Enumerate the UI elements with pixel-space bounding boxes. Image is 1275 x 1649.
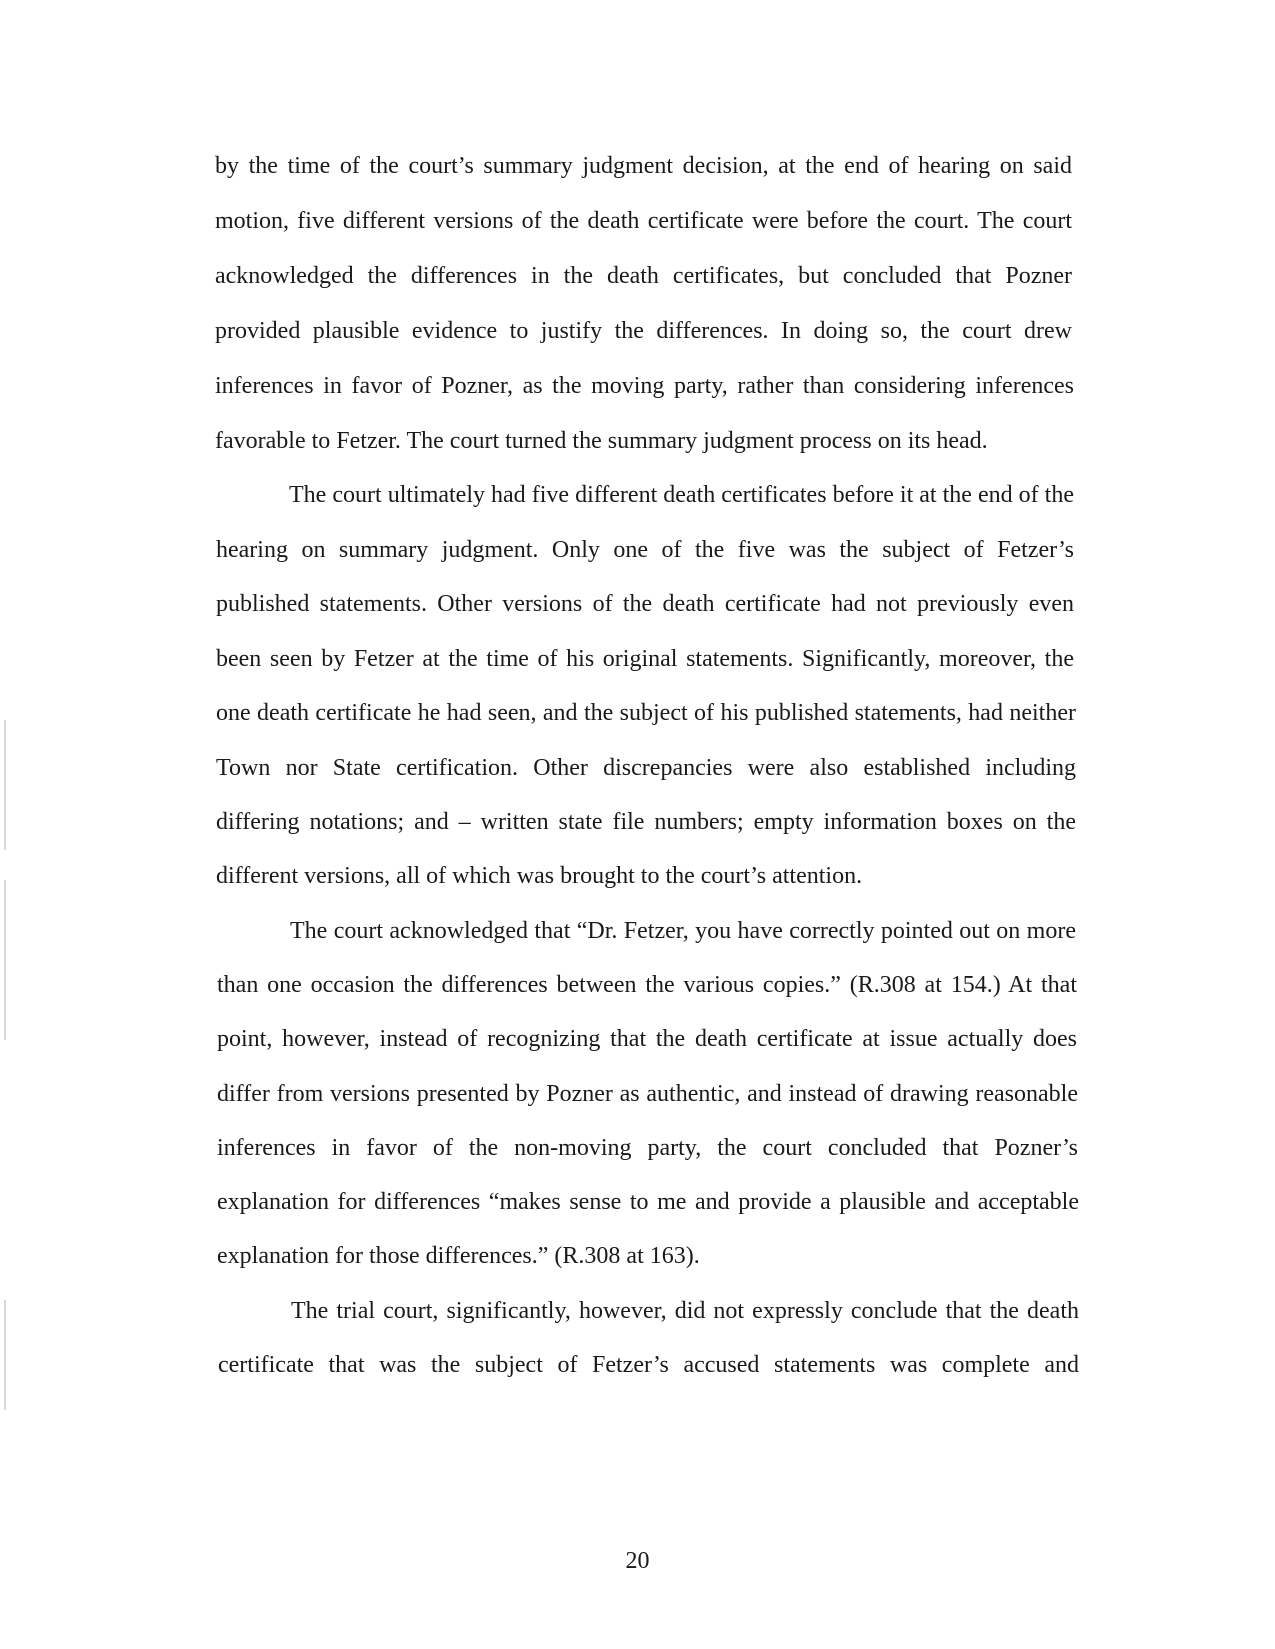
text-line: inferences in favor of the non-moving party, the court concluded that Pozner’s — [217, 1135, 1078, 1161]
text-line: The trial court, significantly, however, did not expressly conclude that the death — [291, 1298, 1079, 1324]
scan-artifact — [4, 1300, 6, 1410]
text-line: than one occasion the differences between the various copies.” (R.308 at 154.) At that — [217, 972, 1077, 998]
text-line: differing notations; and – written state file numbers; empty information boxes on the — [216, 809, 1076, 835]
text-line: explanation for those differences.” (R.308 at 163). — [217, 1243, 700, 1269]
scan-artifact — [4, 720, 6, 850]
text-line: The court ultimately had five different death certificates before it at the end of the — [289, 482, 1074, 508]
text-line: differ from versions presented by Pozner as authentic, and instead of drawing reasonable — [217, 1081, 1078, 1107]
text-line: been seen by Fetzer at the time of his original statements. Significantly, moreover, the — [216, 646, 1074, 672]
text-line: different versions, all of which was brought to the court’s attention. — [216, 863, 863, 889]
page-number: 20 — [625, 1548, 650, 1574]
text-line: by the time of the court’s summary judgment decision, at the end of hearing on said — [215, 153, 1072, 179]
text-line: certificate that was the subject of Fetzer’s accused statements was complete and — [218, 1352, 1079, 1378]
text-line: favorable to Fetzer. The court turned the summary judgment process on its head. — [215, 428, 988, 454]
text-line: hearing on summary judgment. Only one of the five was the subject of Fetzer’s — [216, 537, 1074, 563]
text-line: The court acknowledged that “Dr. Fetzer, you have correctly pointed out on more — [290, 918, 1076, 944]
text-line: provided plausible evidence to justify the differences. In doing so, the court drew — [215, 318, 1072, 344]
text-line: point, however, instead of recognizing that the death certificate at issue actually does — [217, 1026, 1077, 1052]
text-line: Town nor State certification. Other discrepancies were also established including — [216, 755, 1076, 781]
text-line: explanation for differences “makes sense to me and provide a plausible and acceptable — [217, 1189, 1079, 1215]
text-line: motion, five different versions of the death certificate were before the court. The court — [215, 208, 1072, 234]
text-line: published statements. Other versions of the death certificate had not previously even — [216, 591, 1074, 617]
text-line: inferences in favor of Pozner, as the moving party, rather than considering inferences — [215, 373, 1074, 399]
scan-artifact — [4, 880, 6, 1040]
text-line: one death certificate he had seen, and the subject of his published statements, had neither — [216, 700, 1076, 726]
text-line: acknowledged the differences in the death certificates, but concluded that Pozner — [215, 263, 1072, 289]
